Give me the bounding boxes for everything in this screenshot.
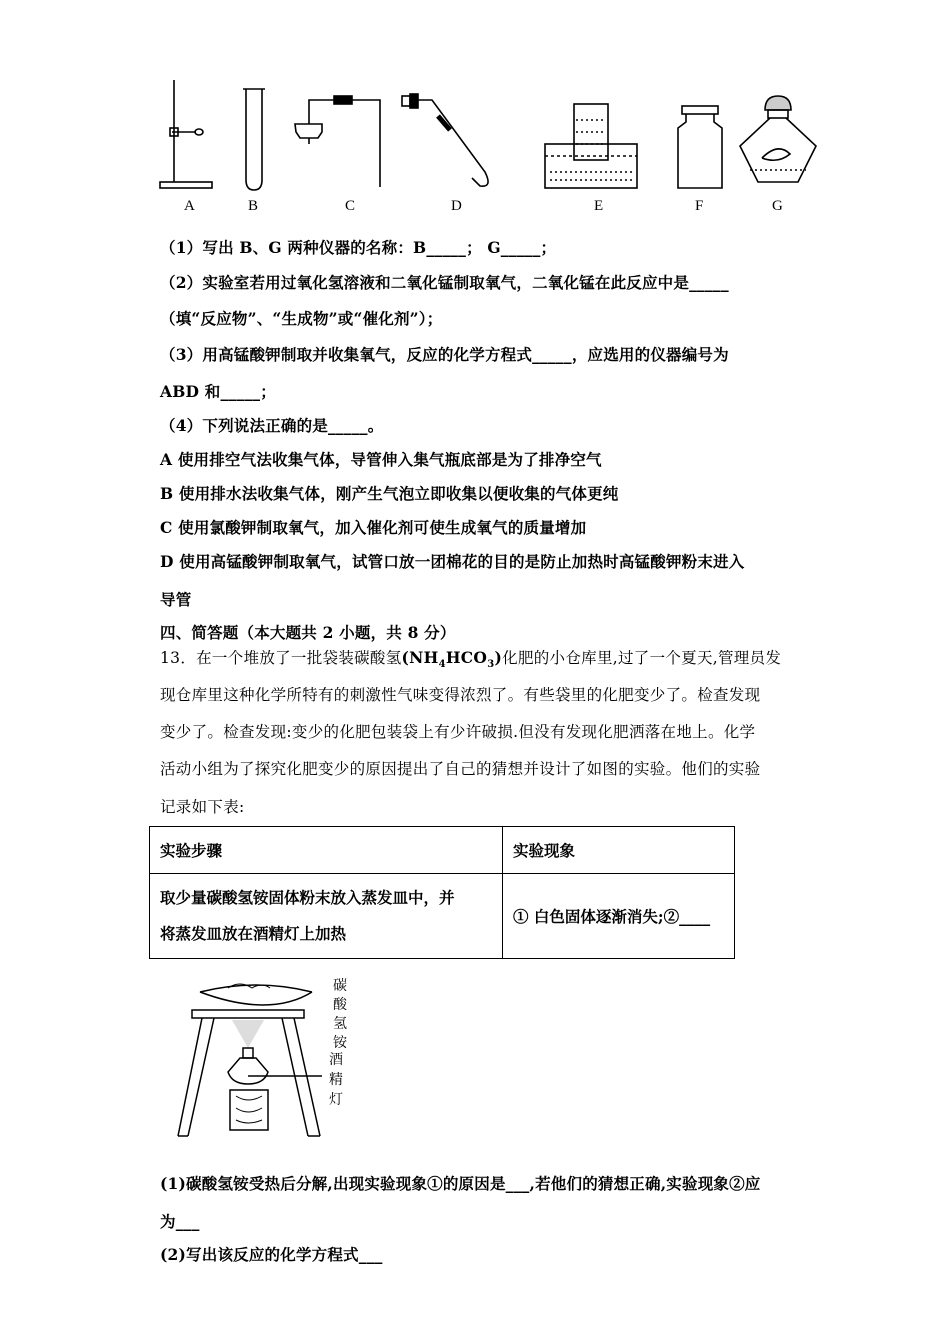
- experiment-table: [149, 826, 735, 959]
- question-2-line1: （2）实验室若用过氧化氢溶液和二氧化锰制取氧气，二氧化锰在此反应中是_____: [160, 273, 729, 292]
- question-1: （1）写出 B、G 两种仪器的名称：B_____； G_____；: [160, 238, 557, 257]
- apparatus-a-iron-stand: [160, 80, 212, 188]
- question-3-line1: （3）用高锰酸钾制取并收集氧气，反应的化学方程式_____，应选用的仪器编号为: [160, 345, 729, 364]
- option-d-line1: D 使用高锰酸钾制取氧气，试管口放一团棉花的目的是防止加热时高锰酸钾粉末进入: [160, 552, 745, 571]
- sub-question-1-line2: 为___: [160, 1212, 200, 1231]
- section-title: 四、简答题（本大题共 2 小题，共 8 分）: [160, 623, 456, 642]
- formula-close: ): [494, 648, 503, 667]
- question-2-line2: （填“反应物”、“生成物”或“催化剂”）；: [160, 309, 443, 328]
- question-3-line2: ABD 和_____；: [160, 382, 276, 401]
- step-line1: 取少量碳酸氢铵固体粉末放入蒸发皿中，并: [160, 888, 455, 907]
- table-cell-step: [150, 874, 503, 959]
- table-header-row: [150, 827, 735, 874]
- heating-setup-figure: [170, 972, 330, 1144]
- q13-line1-pre: 13．在一个堆放了一批袋装碳酸氢: [160, 649, 402, 667]
- figure-label-lamp-2: 灯: [329, 1092, 343, 1108]
- apparatus-f-gas-bottle: [678, 106, 722, 188]
- q13-line4: 活动小组为了探究化肥变少的原因提出了自己的猜想并设计了如图的实验。他们的实验: [160, 760, 761, 778]
- apparatus-e-water-trough: [545, 104, 637, 188]
- apparatus-label-c: C: [345, 198, 356, 214]
- q13-line3: 变少了。检查发现:变少的化肥包装袋上有少许破损.但没有发现化肥洒落在地上。化学: [160, 723, 756, 741]
- figure-label-top-1: 氢铵: [333, 1016, 347, 1051]
- apparatus-label-f: F: [695, 198, 704, 214]
- sub-question-2: (2)写出该反应的化学方程式___: [160, 1245, 383, 1264]
- apparatus-d-bent-tube: [402, 94, 488, 186]
- apparatus-label-a: A: [184, 198, 195, 214]
- step-line2: 将蒸发皿放在酒精灯上加热: [160, 924, 347, 943]
- apparatus-label-e: E: [594, 198, 604, 214]
- option-c: C 使用氯酸钾制取氧气，加入催化剂可使生成氧气的质量增加: [160, 518, 587, 537]
- figure-label-alcohol-lamp: [326, 1050, 346, 1110]
- sub-question-1-line1: (1)碳酸氢铵受热后分解,出现实验现象①的原因是___,若他们的猜想正确,实验现象②应: [160, 1174, 761, 1193]
- apparatus-label-g: G: [772, 198, 783, 214]
- table-row: [150, 874, 735, 959]
- q13-line1: [160, 646, 781, 670]
- formula-sub3: 3: [487, 659, 495, 671]
- figure-label-top-0: 碳酸: [333, 978, 347, 1013]
- option-a: A 使用排空气法收集气体，导管伸入集气瓶底部是为了排净空气: [160, 450, 602, 469]
- option-d-line2: 导管: [160, 590, 192, 609]
- figure-label-lamp-1: 精: [329, 1072, 343, 1088]
- q13-line5: 记录如下表:: [160, 798, 245, 816]
- apparatus-g-alcohol-lamp: [740, 96, 816, 182]
- table-header-phenomenon: 实验现象: [503, 827, 735, 874]
- chemical-formula: [401, 648, 503, 671]
- question-4: （4）下列说法正确的是_____。: [160, 416, 384, 435]
- apparatus-figure: [150, 72, 830, 197]
- apparatus-label-b: B: [248, 198, 259, 214]
- formula-hco: HCO: [445, 648, 488, 667]
- formula-sub4: 4: [438, 659, 446, 671]
- q13-line2: 现仓库里这种化学所特有的刺激性气味变得浓烈了。有些袋里的化肥变少了。检查发现: [160, 686, 761, 704]
- apparatus-label-d: D: [451, 198, 462, 214]
- option-b: B 使用排水法收集气体，刚产生气泡立即收集以便收集的气体更纯: [160, 484, 619, 503]
- apparatus-c-delivery-tube: [295, 96, 380, 187]
- table-header-step: 实验步骤: [150, 827, 503, 874]
- q13-line1-post: 化肥的小仓库里,过了一个夏天,管理员发: [502, 649, 782, 667]
- formula-nh: (NH: [401, 648, 439, 667]
- figure-label-lamp-0: 酒: [329, 1052, 343, 1068]
- figure-label-ammonium-bicarbonate: [330, 977, 350, 1053]
- table-cell-phenomenon: ① 白色固体逐渐消失;②____: [503, 874, 735, 959]
- apparatus-b-test-tube: [243, 89, 265, 190]
